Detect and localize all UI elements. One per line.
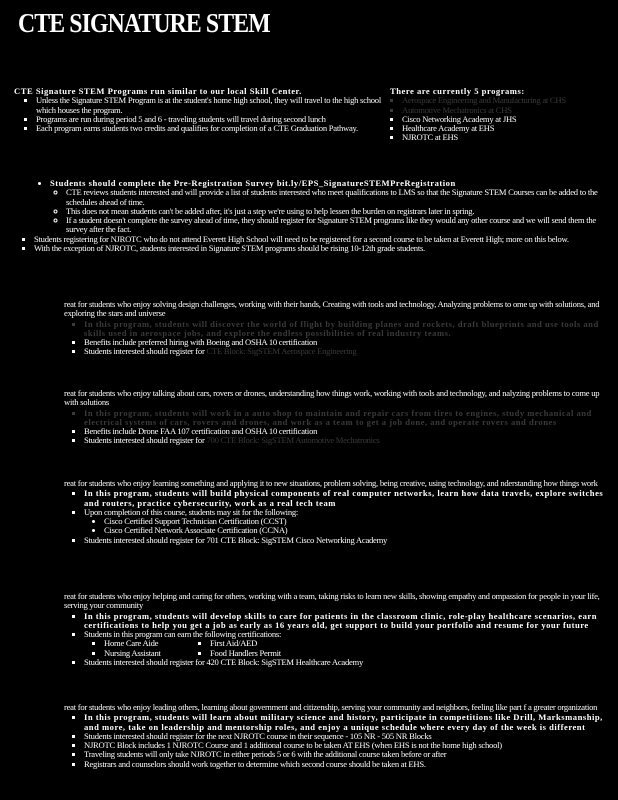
- list-item: ▪ Registrars and counselors should work together to determine which second course should be taken at EHS.: [84, 760, 604, 769]
- list-item: ▪ In this program, students will discover the world of flight by building planes and rockets, draft blueprints and use tools and skills used in aerospace jobs, and explore the endless possibilities of real industry teams.: [84, 320, 604, 339]
- programs-list: [390, 96, 605, 142]
- intro-heading: CTE Signature STEM Programs run similar to our local Skill Center.: [14, 86, 302, 96]
- section-intro: reat for students who enjoy learning something and applying it to new situations, problem solving, being creative, using technology, and nderstanding how things work: [64, 478, 598, 488]
- registration-heading: Students should complete the Pre-Registration Survey bit.ly/EPS_SignatureSTEMPreRegistration: [50, 178, 456, 188]
- list-item: ▪ Students interested should register for 700 CTE Block: SigSTEM Automotive Mechatronics: [84, 436, 604, 445]
- list-item: ▪ In this program, students will develop skills to care for patients in the classroom clinic, role-play healthcare scenarios, earn certifications to help you get a job as early as 16 years old, get support to build your portfolio and resume for your future: [84, 612, 604, 631]
- certification-item: • Cisco Certified Network Associate Certification (CCNA): [104, 526, 604, 535]
- list-item: ▪ Students interested should register for CTE Block: SigSTEM Aerospace Engineering: [84, 347, 604, 356]
- list-item: ▪ Benefits include preferred hiring with Boeing and OSHA 10 certification: [84, 338, 604, 347]
- intro-list: [14, 96, 384, 133]
- list-item: ▪ Students interested should register for 420 CTE Block: SigSTEM Healthcare Academy: [84, 658, 604, 667]
- list-item: ◦ This does not mean students can't be added after, it's just a step we're using to help lessen the burden on registrars later in spring.: [66, 207, 606, 216]
- intro-block: [14, 87, 384, 133]
- page-title: CTE SIGNATURE STEM: [18, 8, 270, 38]
- section-intro: reat for students who enjoy helping and caring for others, working with a team, taking risks to learn new skills, showing empathy and ompassion for people in your life, serving your community: [64, 591, 600, 611]
- list-item: ▪ Unless the Signature STEM Program is at the student's home high school, they will travel to the high school which houses the program.: [36, 96, 384, 115]
- list-item: ◦ CTE reviews students interested and will provide a list of students interested who meet qualifications to LMS so that the Signature STEM Courses can be added to the schedules ahead of time.: [66, 188, 606, 207]
- list-item: ▪ Benefits include Drone FAA 107 certification and OSHA 10 certification: [84, 427, 604, 436]
- register-course: CTE Block: SigSTEM Aerospace Engineering: [206, 346, 357, 357]
- certification-item: ▪ Home Care Aide: [104, 639, 198, 648]
- certification-item: ▪ Food Handlers Permit: [210, 649, 304, 658]
- certification-item: ▪ Nursing Assistant: [104, 649, 198, 658]
- programs-block: [390, 87, 605, 143]
- program-item: ▪ NJROTC at EHS: [402, 133, 605, 142]
- programs-heading: There are currently 5 programs:: [390, 86, 525, 96]
- registration-block: [34, 179, 606, 253]
- list-item: ▪ Students interested should register for the next NJROTC course in their sequence - 105 NR - 505 NR Blocks: [84, 732, 604, 741]
- list-item: ▪ Each program earns students two credits and qualifies for completion of a CTE Graduation Pathway.: [36, 124, 384, 133]
- section-cisco: [64, 479, 604, 545]
- certification-item: • Cisco Certified Support Technician Certification (CCST): [104, 517, 604, 526]
- list-item: ▪ With the exception of NJROTC, students interested in Signature STEM programs should be rising 10-12th grade students.: [34, 244, 606, 253]
- list-item: ▪ Upon completion of this course, students may sit for the following: • Cisco Certified Support Technician Certification (CCST) • Cisco Certified Network Associate Certification (CCNA): [84, 508, 604, 536]
- program-item: ▪ Automotive Mechatronics at CHS: [402, 106, 605, 115]
- list-item: ▪ In this program, students will learn about military science and history, participate in competitions like Drill, Marksmanship, and more, take on leadership and mentorship roles, and enjoy a unique schedule where every day of the week is different: [84, 713, 604, 732]
- section-intro: reat for students who enjoy solving design challenges, working with their hands, Creating with tools and technology, Analyzing problems to ome up with solutions, and exploring the stars and universe: [64, 299, 600, 319]
- program-item: ▪ Healthcare Academy at EHS: [402, 124, 605, 133]
- program-item: ▪ Aerospace Engineering and Manufacturing at CHS: [402, 96, 605, 105]
- list-item: ▪ Students registering for NJROTC who do not attend Everett High School will need to be registered for a second course to be taken at Everett High; more on this below.: [34, 235, 606, 244]
- list-item: ▪ Programs are run during period 5 and 6 - traveling students will travel during second lunch: [36, 115, 384, 124]
- section-njrotc: [64, 703, 604, 769]
- list-item: ▪ Students interested should register for 701 CTE Block: SigSTEM Cisco Networking Academy: [84, 536, 604, 545]
- certification-item: ▪ First Aid/AED: [210, 639, 304, 648]
- list-item: ▪ In this program, students will build physical components of real computer networks, learn how data travels, explore switches and routers, practice cybersecurity, work as a real tech team: [84, 489, 604, 508]
- section-healthcare: [64, 592, 604, 667]
- register-course: 700 CTE Block: SigSTEM Automotive Mechatronics: [206, 435, 380, 446]
- section-automotive: [64, 389, 604, 446]
- program-item: ▪ Cisco Networking Academy at JHS: [402, 115, 605, 124]
- section-intro: reat for students who enjoy leading others, learning about government and citizenship, serving your community and neighbors, feeling like part f a greater organization: [64, 702, 598, 712]
- list-item: ▪ In this program, students will work in a auto shop to maintain and repair cars from tires to engines, study mechanical and electrical systems of cars, rovers and drones, and work as a team to get a job done, and operate rovers and drones: [84, 409, 604, 428]
- list-item: ◦ If a student doesn't complete the survey ahead of time, they should register for Signature STEM programs like they would any other course and we will send them the survey after the fact.: [66, 216, 606, 235]
- list-item: ▪ Students in this program can earn the following certifications: ▪ Home Care Aide ▪ Nursing Assistant ▪ First Aid/AED ▪ Food Handlers Permit: [84, 630, 604, 658]
- section-intro: reat for students who enjoy talking about cars, rovers or drones, understanding how things work, working with tools and technology, and nalyzing problems to come up with solutions: [64, 388, 600, 408]
- list-item: ▪ NJROTC Block includes 1 NJROTC Course and 1 additional course to be taken AT EHS (when EHS is not the home high school): [84, 741, 604, 750]
- list-item: ▪ Traveling students will only take NJROTC in either periods 5 or 6 with the additional course taken before or after: [84, 750, 604, 759]
- section-aerospace: [64, 300, 604, 357]
